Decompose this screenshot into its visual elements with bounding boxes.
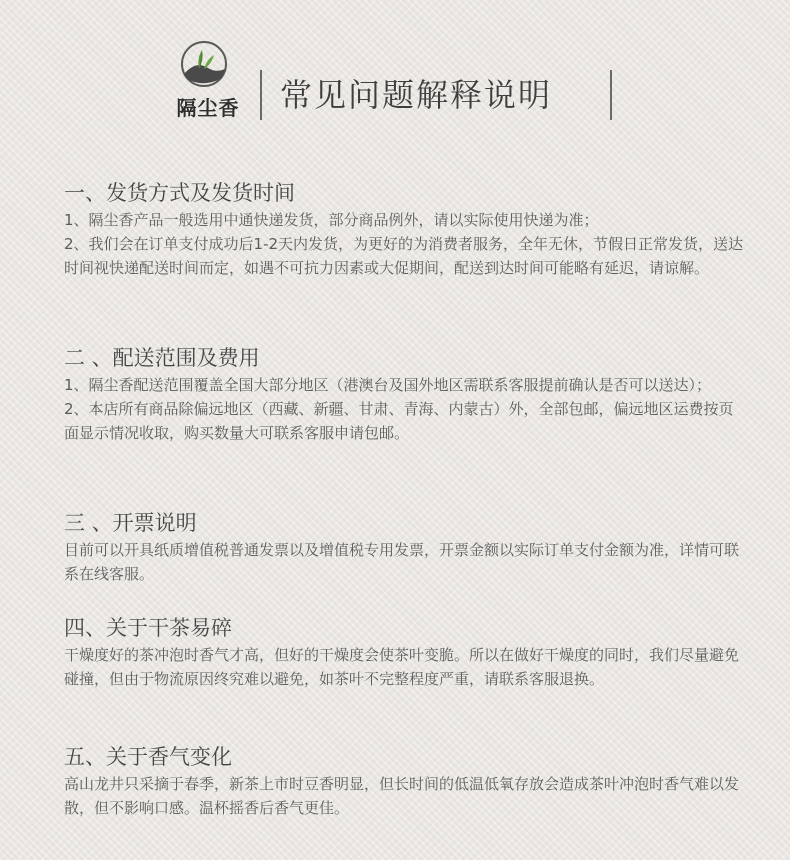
section-paragraph: 1、隔尘香配送范围覆盖全国大部分地区（港澳台及国外地区需联系客服提前确认是否可以送达）； [64,376,712,394]
section-title: 四、关于干茶易碎 [64,616,232,640]
title-divider-left [260,70,262,120]
section-paragraph: 干燥度好的茶冲泡时香气才高，但好的干燥度会使茶叶变脆。所以在做好干燥度的同时，我们尽量避免碰撞，但由于物流原因终究难以避免，如茶叶不完整程度严重，请联系客服退换。 [64,646,740,688]
title-divider-right [610,70,612,120]
section-title: 二 、配送范围及费用 [64,346,260,370]
section-title: 一、发货方式及发货时间 [64,181,295,205]
section-paragraph: 1、隔尘香产品一般选用中通快递发货，部分商品例外，请以实际使用快递为准； [64,211,599,229]
section-title: 五、关于香气变化 [64,745,232,769]
faq-section-aroma [64,742,744,820]
faq-section-invoice [64,508,744,586]
section-paragraph: 2、本店所有商品除偏远地区（西藏、新疆、甘肃、青海、内蒙古）外，全部包邮，偏远地区运费按页面显示情况收取，购买数量大可联系客服申请包邮。 [64,400,734,442]
faq-section-delivery-scope [64,343,744,445]
faq-section-shipping-time [64,178,744,280]
tea-mountain-icon [178,38,230,90]
section-paragraph: 2、我们会在订单支付成功后1-2天内发货，为更好的为消费者服务，全年无休，节假日正常发货，送达时间视快递配送时间而定，如遇不可抗力因素或大促期间，配送到达时间可能略有延迟，请谅解。 [64,235,744,277]
page-title: 常见问题解释说明 [280,76,553,114]
brand-logo [170,38,250,128]
page-header [0,0,790,140]
faq-section-fragile-tea [64,613,744,691]
section-title: 三 、开票说明 [64,511,197,535]
section-paragraph: 目前可以开具纸质增值税普通发票以及增值税专用发票，开票金额以实际订单支付金额为准，详情可联系在线客服。 [64,541,740,583]
brand-name: 隔尘香 [176,96,240,120]
section-paragraph: 高山龙井只采摘于春季，新茶上市时豆香明显，但长时间的低温低氧存放会造成茶叶冲泡时香气难以发散，但不影响口感。温杯摇香后香气更佳。 [64,775,740,817]
